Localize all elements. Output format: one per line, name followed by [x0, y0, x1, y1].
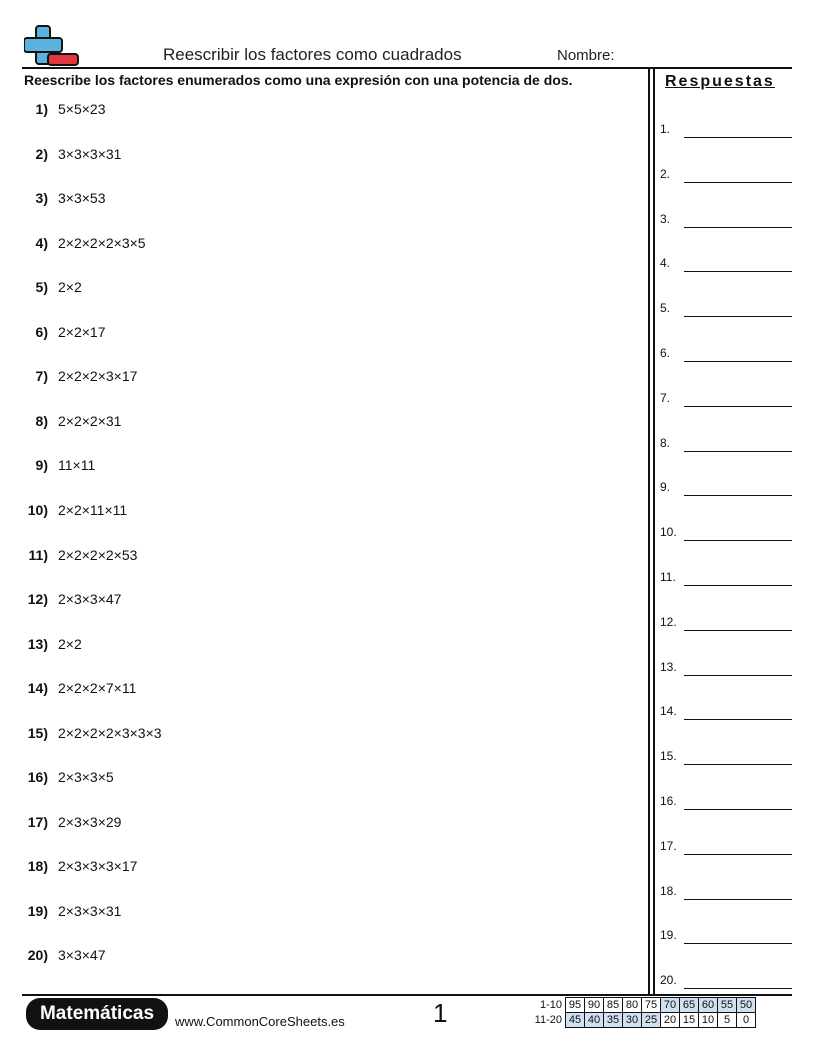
answer-number: 19. — [660, 928, 677, 943]
score-cell: 40 — [585, 1013, 604, 1028]
problem-number: 9) — [35, 457, 48, 474]
problem-expression: 2×2×2×2×53 — [58, 546, 138, 563]
score-cell: 45 — [566, 1013, 585, 1028]
problem-number: 6) — [35, 323, 48, 340]
problem-number: 12) — [27, 591, 48, 608]
answer-blank[interactable] — [660, 299, 792, 317]
problem-number: 3) — [35, 190, 48, 207]
answer-blank[interactable] — [660, 837, 792, 855]
problem-expression: 2×2 — [58, 635, 82, 652]
answer-number: 9. — [660, 480, 671, 495]
problem-expression: 11×11 — [58, 457, 96, 474]
answer-line — [684, 943, 792, 944]
answer-line — [684, 585, 792, 586]
score-cell: 80 — [623, 998, 642, 1013]
answer-number: 1. — [660, 122, 671, 136]
answer-line — [684, 809, 792, 810]
answer-number: 5. — [660, 301, 671, 316]
answer-line — [684, 316, 792, 317]
score-row-label: 11-20 — [534, 1014, 562, 1026]
score-row-label: 1-10 — [539, 999, 562, 1011]
answer-line — [684, 361, 792, 362]
answer-number: 14. — [660, 704, 677, 719]
problem-number: 16) — [27, 769, 48, 786]
answer-line — [684, 271, 792, 272]
problem-expression: 2×3×3×31 — [58, 902, 122, 919]
problem-expression: 3×3×3×31 — [58, 145, 122, 162]
answer-line — [684, 630, 792, 631]
answer-blank[interactable] — [660, 792, 792, 810]
header-divider — [22, 67, 792, 69]
answer-number: 8. — [660, 435, 671, 450]
problem-number: 11) — [28, 546, 48, 563]
problem-expression: 2×2×2×31 — [58, 412, 122, 429]
score-cell: 15 — [680, 1013, 699, 1028]
answer-blank[interactable] — [660, 702, 792, 720]
answer-blank[interactable] — [660, 523, 792, 541]
score-table — [528, 997, 756, 1028]
problem-item — [18, 279, 82, 295]
answer-column-divider — [648, 69, 650, 995]
problem-expression: 5×5×23 — [58, 101, 106, 117]
answer-column-divider — [653, 69, 655, 995]
answer-blank[interactable] — [660, 568, 792, 586]
score-row — [528, 1013, 756, 1028]
footer-divider — [22, 994, 792, 996]
brand-badge: Matemáticas — [26, 998, 168, 1030]
problem-expression: 2×2×2×3×17 — [58, 368, 138, 385]
answer-number: 3. — [660, 211, 671, 226]
problem-number: 18) — [27, 858, 48, 875]
answers-title: Respuestas — [665, 73, 775, 90]
answer-blank[interactable] — [660, 210, 792, 228]
answer-number: 6. — [660, 346, 671, 360]
problem-number: 19) — [27, 902, 48, 919]
answer-line — [684, 719, 792, 720]
page-number: 1 — [433, 998, 448, 1028]
problem-number: 20) — [27, 947, 48, 964]
answer-line — [684, 540, 792, 541]
answer-line — [684, 764, 792, 765]
problem-expression: 2×2×2×2×3×5 — [58, 234, 146, 251]
problem-item — [18, 190, 106, 206]
score-cell: 60 — [699, 998, 718, 1013]
problem-item — [18, 636, 82, 652]
problem-number: 15) — [27, 724, 48, 741]
name-label: Nombre: — [557, 47, 615, 64]
problem-number: 13) — [27, 635, 48, 652]
problem-expression: 2×2×2×7×11 — [58, 680, 137, 697]
problem-expression: 2×3×3×29 — [58, 813, 122, 830]
answer-blank[interactable] — [660, 478, 792, 496]
problem-number: 7) — [35, 368, 48, 385]
plus-minus-logo-icon — [24, 24, 80, 68]
problem-item — [18, 235, 146, 251]
answer-line — [684, 182, 792, 183]
problem-item — [18, 591, 121, 607]
problem-expression: 2×2 — [58, 279, 82, 296]
problem-expression: 2×3×3×47 — [58, 591, 122, 608]
problem-item — [18, 903, 121, 919]
answer-number: 16. — [660, 794, 677, 808]
problem-item — [18, 413, 121, 429]
problem-item — [18, 368, 137, 384]
answer-blank[interactable] — [660, 882, 792, 900]
answer-number: 4. — [660, 256, 671, 271]
problem-item — [18, 146, 121, 162]
problem-number: 4) — [35, 234, 48, 251]
score-cell: 20 — [661, 1013, 680, 1028]
problem-item — [18, 101, 106, 117]
answer-blank[interactable] — [660, 926, 792, 944]
answer-number: 2. — [660, 166, 671, 181]
answer-line — [684, 495, 792, 496]
answer-number: 13. — [660, 659, 677, 674]
problem-number: 17) — [27, 813, 48, 830]
problem-item — [18, 725, 162, 741]
problem-number: 5) — [35, 279, 48, 296]
answer-number: 11. — [660, 570, 676, 584]
site-url: www.CommonCoreSheets.es — [175, 1014, 345, 1029]
answer-line — [684, 988, 792, 989]
worksheet-title: Reescribir los factores como cuadrados — [163, 45, 462, 64]
answer-blank[interactable] — [660, 613, 792, 631]
score-cell: 55 — [718, 998, 737, 1013]
problem-number: 1) — [35, 101, 48, 117]
problem-expression: 2×2×2×2×3×3×3 — [58, 724, 162, 741]
answer-blank[interactable] — [660, 747, 792, 765]
score-cell: 0 — [737, 1013, 756, 1028]
problem-item — [18, 324, 106, 340]
answer-line — [684, 227, 792, 228]
score-cell: 75 — [642, 998, 661, 1013]
instructions: Reescribe los factores enumerados como una expresión con una potencia de dos. — [24, 72, 573, 88]
answer-number: 20. — [660, 973, 677, 988]
answer-number: 15. — [660, 749, 677, 764]
answer-line — [684, 137, 792, 138]
score-cell: 25 — [642, 1013, 661, 1028]
score-cell: 10 — [699, 1013, 718, 1028]
problem-expression: 2×3×3×3×17 — [58, 858, 138, 875]
answer-blank[interactable] — [660, 165, 792, 183]
answer-blank[interactable] — [660, 344, 792, 362]
answer-blank[interactable] — [660, 434, 792, 452]
answer-blank[interactable] — [660, 120, 792, 138]
problem-expression: 2×3×3×5 — [58, 769, 114, 786]
answer-blank[interactable] — [660, 254, 792, 272]
problem-number: 8) — [35, 412, 48, 429]
answer-number: 12. — [660, 614, 677, 629]
problem-item — [18, 858, 137, 874]
answer-blank[interactable] — [660, 389, 792, 407]
answer-line — [684, 899, 792, 900]
problem-item — [18, 769, 114, 785]
problem-expression: 2×2×17 — [58, 323, 106, 340]
problem-item — [18, 680, 136, 696]
score-cell: 65 — [680, 998, 699, 1013]
answer-line — [684, 854, 792, 855]
problem-number: 10) — [27, 501, 48, 518]
score-cell: 70 — [661, 998, 680, 1013]
problem-number: 14) — [27, 680, 48, 697]
answer-number: 17. — [660, 838, 677, 853]
problem-item — [18, 502, 127, 518]
problem-expression: 2×2×11×11 — [58, 501, 128, 518]
score-cell: 90 — [585, 998, 604, 1013]
answer-number: 18. — [660, 883, 677, 898]
score-row — [528, 998, 756, 1013]
answer-line — [684, 406, 792, 407]
problem-expression: 3×3×53 — [58, 190, 106, 207]
problem-item — [18, 457, 95, 473]
answer-blank[interactable] — [660, 658, 792, 676]
score-cell: 95 — [566, 998, 585, 1013]
answer-blank[interactable] — [660, 971, 792, 989]
problem-expression: 3×3×47 — [58, 947, 106, 964]
answer-line — [684, 451, 792, 452]
score-cell: 50 — [737, 998, 756, 1013]
problem-number: 2) — [35, 145, 48, 162]
score-cell: 85 — [604, 998, 623, 1013]
problem-item — [18, 814, 121, 830]
score-cell: 35 — [604, 1013, 623, 1028]
problem-item — [18, 547, 137, 563]
problem-item — [18, 947, 106, 963]
score-cell: 5 — [718, 1013, 737, 1028]
answer-number: 10. — [660, 525, 677, 540]
answer-line — [684, 675, 792, 676]
answer-number: 7. — [660, 390, 671, 405]
score-cell: 30 — [623, 1013, 642, 1028]
